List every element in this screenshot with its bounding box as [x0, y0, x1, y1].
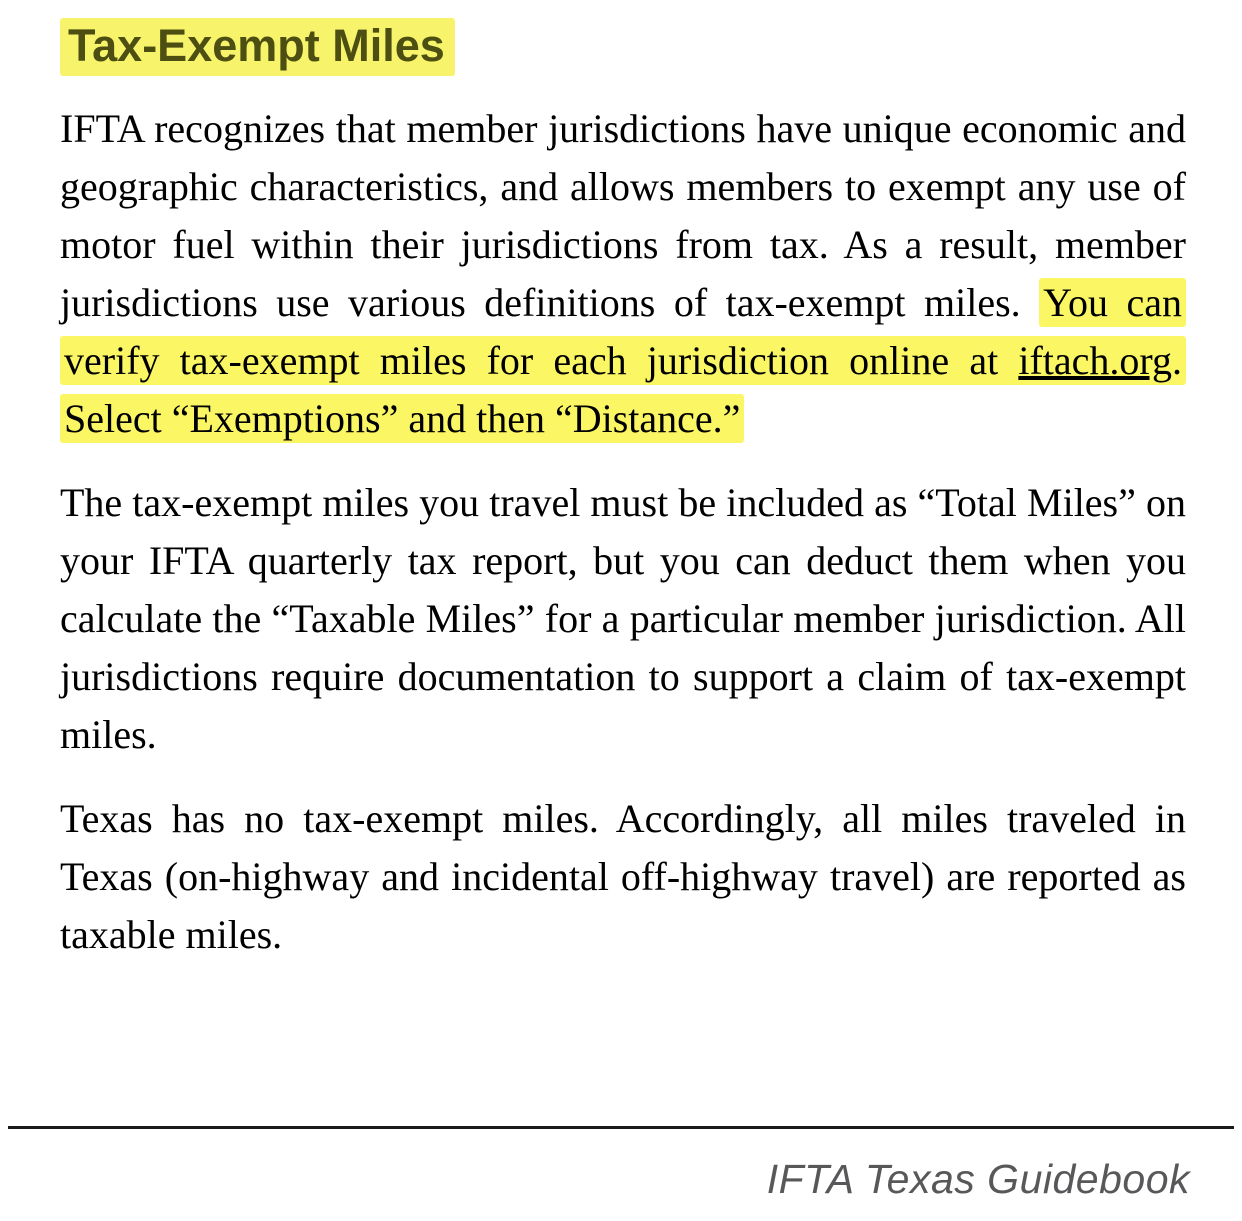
footer-divider: [8, 1126, 1234, 1129]
paragraph-2: [60, 474, 1186, 764]
iftach-link[interactable]: iftach.org: [1018, 337, 1172, 383]
paragraph-3: [60, 790, 1186, 964]
paragraph-1: [60, 100, 1186, 448]
page-title: Tax-Exempt Miles: [60, 18, 455, 76]
paragraph-1-segment-highlight-tail: . Select “Exemptions” and then “Distance.”: [64, 337, 1182, 441]
document-body: [60, 100, 1186, 964]
paragraph-1-segment-plain: IFTA recognizes that member jurisdictions have unique economic and geographic characteristics, and allows members to exempt any use of motor fuel within their jurisdictions from tax. As a result, member jurisdictions use various definitions of tax-exempt miles.: [60, 105, 1186, 325]
paragraph-3-text: Texas has no tax-exempt miles. Accordingly, all miles traveled in Texas (on-highway and incidental off-highway travel) are reported as taxable miles.: [60, 795, 1186, 957]
paragraph-2-text: The tax-exempt miles you travel must be included as “Total Miles” on your IFTA quarterly tax report, but you can deduct them when you calculate the “Taxable Miles” for a particular member jurisdiction. All jurisdictions require documentation to support a claim of tax-exempt miles.: [60, 479, 1186, 757]
footer-label: IFTA Texas Guidebook: [766, 1156, 1190, 1202]
paragraph-1-segment-highlight-lead: You can verify tax-exempt miles for each jurisdiction online at: [64, 279, 1183, 383]
